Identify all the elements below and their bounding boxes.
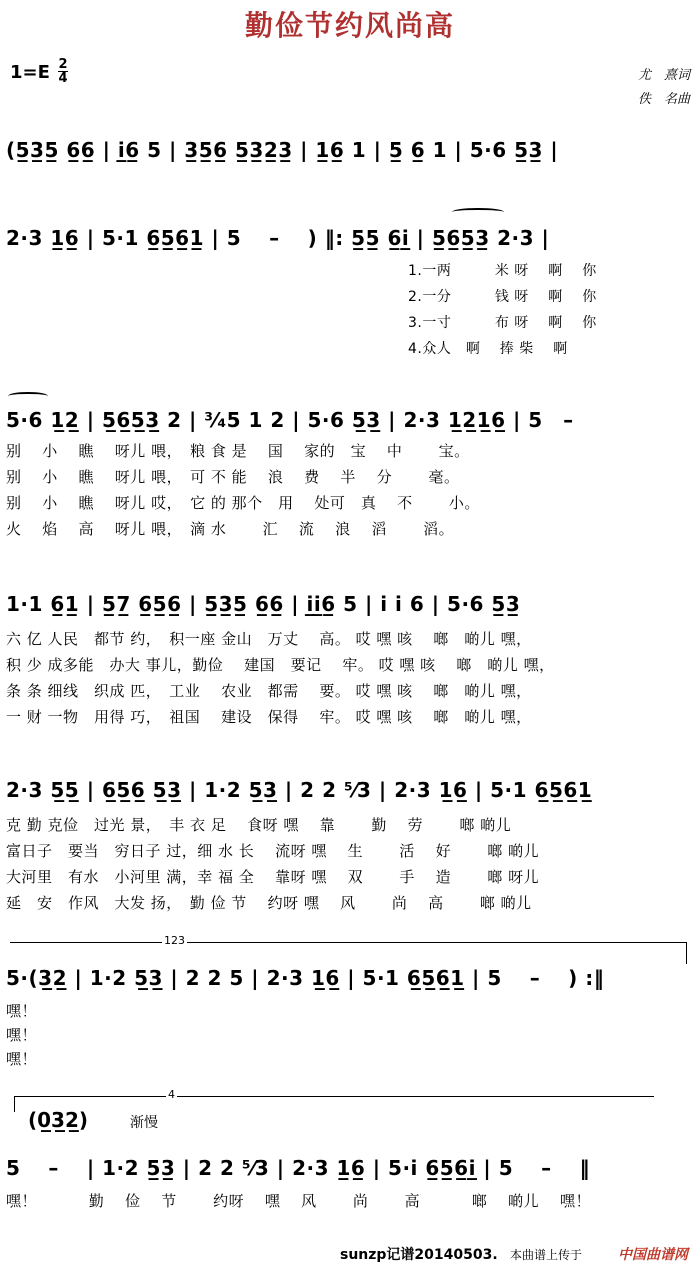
lyrics-row-7: 嘿！ 勤 俭 节 约呀 嘿 风 尚 高 啷 啲儿 嘿！ bbox=[6, 1192, 591, 1210]
score-row-5: 2·3 5̲5̲ | 6̲5̲6̲ 5̲3̲ | 1·2 5̲3̲ | 2 2 ⁵⁄3 | 2·3 1̲6̲ | 5·1 6̲5̲6̲1̲ bbox=[6, 778, 593, 802]
score-row-2: 2·3 1̲6̲ | 5·1 6̲5̲6̲1̲ | 5 – ) ‖: 5̲5̲ 6̲i̲ | 5̲6̲5̲3̲ 2·3 | bbox=[6, 226, 550, 250]
volta-bracket-2 bbox=[14, 1088, 654, 1101]
verse-intro-1: 1.一两 米 呀 啊 你 bbox=[408, 263, 597, 279]
lyrics-row-6-verse-3: 嘿！ bbox=[6, 1050, 38, 1068]
score-row-1: (5̲3̲5̲ 6̲6̲ | i̲6̲ 5 | 3̲5̲6̲ 5̲3̲2̲3̲ | 1̲6̲ 1 | 5̲ 6̲ 1 | 5·6 5̲3̲ | bbox=[6, 138, 559, 162]
lyrics-row-4-verse-4: 一 财 一物 用得 巧， 祖国 建设 保得 牢。 哎 嘿 咳 啷 啲儿 嘿， bbox=[6, 708, 532, 726]
page-title: 勤俭节约风尚高 bbox=[244, 9, 455, 42]
lyrics-row-6-verse-2: 嘿！ bbox=[6, 1026, 38, 1044]
site-logo-text: 中国曲谱网 bbox=[618, 1247, 688, 1263]
volta-2-start bbox=[14, 1096, 15, 1112]
verse-intro-4: 4.众人 啊 捧 柴 啊 bbox=[408, 341, 568, 357]
volta-2-label: 4 bbox=[168, 1088, 175, 1101]
volta-bracket-1 bbox=[10, 934, 686, 947]
transcriber-note: sunzp记谱20140503. bbox=[340, 1247, 498, 1263]
lyrics-row-4-verse-1: 六 亿 人民 都节 约， 积一座 金山 万丈 高。 哎 嘿 咳 啷 啲儿 嘿， bbox=[6, 630, 532, 648]
lyricist-credit: 尤 熹词 bbox=[637, 68, 690, 83]
slur-mark bbox=[8, 392, 48, 400]
lyrics-row-3-verse-4: 火 焰 高 呀儿 喂， 滴 水 汇 流 浪 滔 滔。 bbox=[6, 520, 455, 538]
score-row-3: 5·6 1̲2̲ | 5̲6̲5̲3̲ 2 | ³⁄₄5 1 2 | 5·6 5̲3̲ | 2·3 1̲2̲1̲6̲ | 5 – bbox=[6, 408, 574, 432]
slur-mark bbox=[452, 208, 504, 216]
score-row-4: 1·1 6̲1̲ | 5̲7̲ 6̲5̲6̲ | 5̲3̲5̲ 6̲6̲ | i̲i̲6̲ 5 | i i 6 | 5·6 5̲3̲ bbox=[6, 592, 521, 616]
verse-intro-2: 2.一分 钱 呀 啊 你 bbox=[408, 289, 597, 305]
lyrics-row-3-verse-3: 别 小 瞧 呀儿 哎， 它 的 那个 用 处可 真 不 小。 bbox=[6, 494, 480, 512]
score-row-6: 5·(3̲2̲ | 1·2 5̲3̲ | 2 2 5 | 2·3 1̲6̲ | 5·1 6̲5̲6̲1̲ | 5 – ) :‖ bbox=[6, 966, 605, 990]
score-row-7: 5 – | 1·2 5̲3̲ | 2 2 ⁵⁄3 | 2·3 1̲6̲ | 5·i 6̲5̲6̲i̲ | 5 – ‖ bbox=[6, 1156, 591, 1180]
lyrics-row-4-verse-3: 条 条 细线 织成 匹， 工业 农业 都需 要。 哎 嘿 咳 啷 啲儿 嘿， bbox=[6, 682, 532, 700]
time-sig-top: 2 bbox=[58, 57, 68, 72]
volta-1-label: 123 bbox=[164, 934, 185, 947]
verse-intro-3: 3.一寸 布 呀 啊 你 bbox=[408, 315, 597, 331]
interlude-notation: (0̲3̲2̲) bbox=[28, 1108, 89, 1132]
lyrics-row-5-verse-3: 大河里 有水 小河里 满，幸 福 全 靠呀 嘿 双 手 造 啷 呀儿 bbox=[6, 868, 540, 886]
upload-note: 本曲谱上传于 bbox=[510, 1248, 583, 1262]
site-logo bbox=[618, 1244, 688, 1264]
composer-credit: 佚 名曲 bbox=[637, 92, 690, 107]
lyrics-row-5-verse-4: 延 安 作风 大发 扬， 勤 俭 节 约呀 嘿 风 尚 高 啷 啲儿 bbox=[6, 894, 532, 912]
lyrics-row-3-verse-2: 别 小 瞧 呀儿 喂， 可 不 能 浪 费 半 分 毫。 bbox=[6, 468, 460, 486]
tempo-mark: 渐慢 bbox=[130, 1115, 158, 1131]
time-sig-bottom: 4 bbox=[58, 71, 68, 86]
lyrics-row-4-verse-2: 积 少 成多能 办大 事儿，勤俭 建国 要记 牢。 哎 嘿 咳 啷 啲儿 嘿， bbox=[6, 656, 555, 674]
lyrics-row-6-verse-1: 嘿！ bbox=[6, 1002, 38, 1020]
key-signature: 1=E bbox=[10, 62, 50, 83]
lyrics-row-5-verse-2: 富日子 要当 穷日子 过，细 水 长 流呀 嘿 生 活 好 啷 啲儿 bbox=[6, 842, 540, 860]
time-signature bbox=[58, 58, 68, 85]
volta-1-end bbox=[686, 942, 687, 964]
lyrics-row-3-verse-1: 别 小 瞧 呀儿 喂， 粮 食 是 国 家的 宝 中 宝。 bbox=[6, 442, 470, 460]
lyrics-row-5-verse-1: 克 勤 克俭 过光 景， 丰 衣 足 食呀 嘿 靠 勤 劳 啷 啲儿 bbox=[6, 816, 512, 834]
